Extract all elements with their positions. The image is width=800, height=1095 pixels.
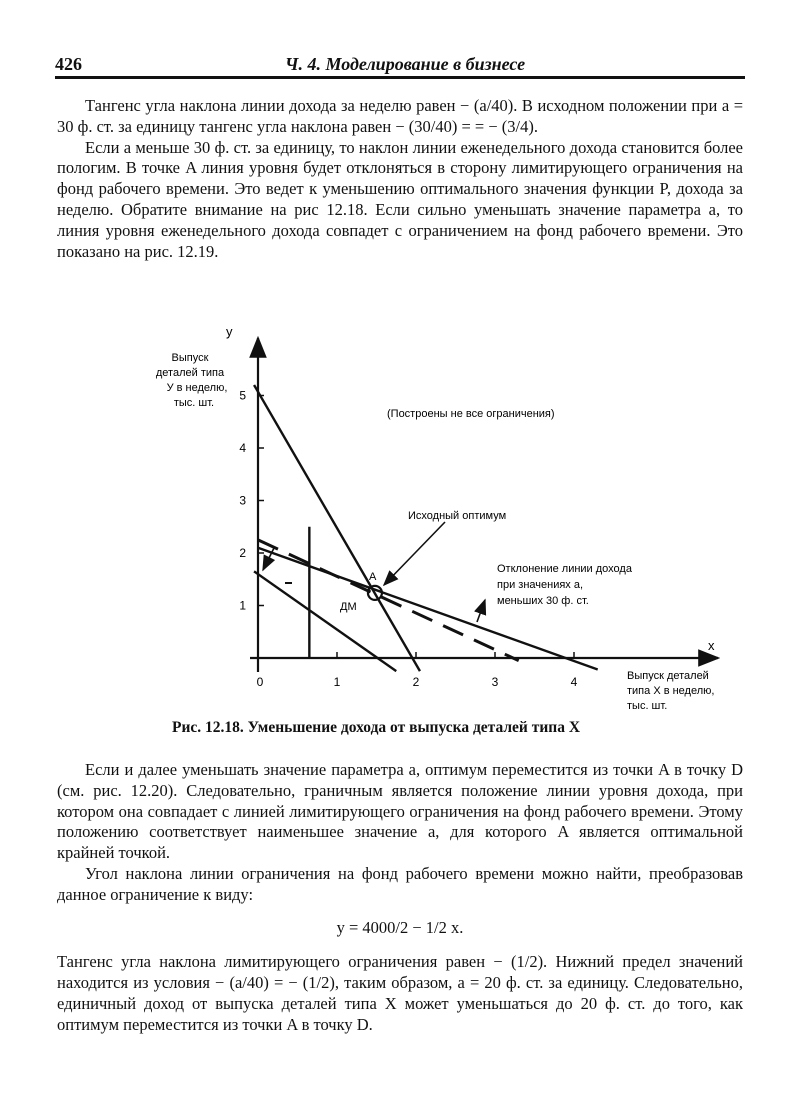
paragraph: Тангенс угла наклона лимитирующего ограничения равен − (1/2). Нижний предел значений находится из условия − (a/40) = − (1/2), таким образом, a = 20 ф. ст. за единицу. Следовательно, единичный доход от выпуска деталей типа X может уменьшаться до 20 ф. ст. до того, как оптимум переместится из точки A в точку D. (57, 952, 743, 1034)
figure-12-18 (0, 310, 800, 730)
figure-caption: Рис. 12.18. Уменьшение дохода от выпуска деталей типа X (172, 719, 581, 736)
y-tick-label: 2 (239, 546, 246, 560)
paragraph: Если a меньше 30 ф. ст. за единицу, то наклон линии еженедельного дохода становится более пологим. В точке A линия уровня будет отклоняться в сторону лимитирующего ограничения на фонд рабочего времени. Это ведет к уменьшению оптимального значения функции P, дохода за неделю. Обратите внимание на рис 12.18. Если сильно уменьшать значение параметра a, то линия уровня еженедельного дохода совпадет с ограничением на фонд рабочего времени. Это показано на рис. 12.19. (57, 137, 743, 261)
paragraph: Угол наклона линии ограничения на фонд рабочего времени можно найти, преобразовав данное ограничение к виду: (57, 863, 743, 904)
top-text (57, 96, 743, 262)
x-tick-label: 4 (570, 675, 578, 689)
x-tick-label: 2 (412, 675, 420, 689)
point-a-label: A (369, 571, 377, 583)
x-tick-label: 1 (333, 675, 341, 689)
x-tick-label: 3 (491, 675, 499, 689)
y-label-line: У в неделю, (166, 382, 228, 394)
figure-note: (Построены не все ограничения) (387, 408, 555, 420)
x-axis-label (627, 670, 714, 712)
equation: y = 4000/2 − 1/2 x. (336, 917, 464, 937)
paragraph: Тангенс угла наклона линии дохода за неделю равен − (a/40). В исходном положении при a = 30 ф. ст. за единицу тангенс угла наклона равен − (30/40) = = − (3/4). (57, 96, 743, 136)
label-original-optimum: Исходный оптимум (408, 510, 507, 522)
y-label-line: деталей типа (155, 367, 225, 379)
x-tick-label: 0 (256, 675, 264, 689)
y-tick-label: 1 (239, 598, 246, 613)
page-header (55, 52, 745, 79)
y-label-line: тыс. шт. (173, 397, 215, 409)
deviation-line: Отклонение линии дохода (497, 563, 632, 575)
shift-up-arrow (477, 600, 485, 622)
y-tick-label: 3 (239, 493, 246, 508)
y-label-line: Выпуск (171, 352, 209, 364)
x-axis-letter: x (708, 638, 715, 653)
bottom-text (57, 760, 743, 1036)
y-tick-label: 4 (239, 441, 246, 455)
axes (250, 338, 718, 672)
paragraph: Если и далее уменьшать значение параметра a, оптимум переместится из точки A в точку D (см. рис. 12.20). Следовательно, граничным является положение линии уровня дохода, при котором она совпадает с линией лимитирующего ограничения на фонд рабочего времени. Этому положению соответствует наименьшее значение a, для которого A является оптимальной крайней точкой. (57, 760, 743, 863)
x-label-line: типа X в неделю, (627, 685, 715, 697)
deviation-line: при значениях a, (497, 579, 584, 591)
running-title: Ч. 4. Моделирование в бизнесе (285, 54, 526, 74)
region-dm-label: ДМ (340, 601, 357, 613)
deviation-line: меньших 30 ф. ст. (497, 595, 589, 607)
page-number: 426 (55, 54, 82, 74)
y-axis-letter: y (226, 324, 233, 339)
y-tick-label: 5 (239, 388, 246, 403)
x-label-line: тыс. шт. (627, 700, 668, 712)
label-deviation (497, 563, 633, 607)
y-axis-label (156, 352, 228, 409)
optimum-pointer-arrow (384, 522, 445, 585)
x-label-line: Выпуск деталей (627, 670, 709, 682)
